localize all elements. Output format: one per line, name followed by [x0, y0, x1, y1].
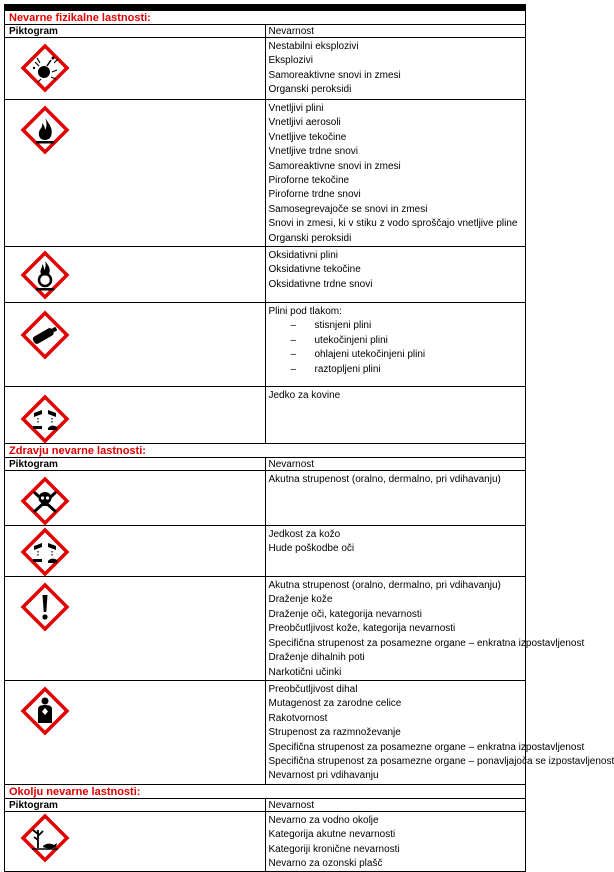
header-pictogram: Piktogram — [5, 798, 266, 811]
header-row — [5, 25, 526, 38]
hazard-item: Vnetljive tekočine — [268, 131, 347, 143]
hazard-item: Samoreaktivne snovi in zmesi — [268, 160, 401, 172]
hazard-item: Vnetljivi plini — [268, 103, 324, 114]
hazard-item: Specifična strupenost za posamezne organe – enkratna izpostavljenost — [268, 741, 585, 753]
hazard-item: Preobčutljivost kože, kategorija nevarnosti — [268, 623, 456, 635]
hazard-item: Piroforne trdne snovi — [268, 189, 361, 201]
skull-crossbones-icon — [5, 477, 265, 525]
pictogram-cell — [5, 471, 266, 526]
environment-icon — [5, 814, 265, 862]
corrosion-icon — [5, 528, 265, 576]
hazard-item: Strupenost za razmnoževanje — [268, 727, 401, 739]
hazard-item: Jedkost za kožo — [268, 529, 341, 541]
header-row — [5, 458, 526, 471]
hazard-list-cell — [265, 811, 526, 872]
hazard-item: Vnetljive trdne snovi — [268, 146, 358, 158]
hazard-row — [5, 811, 526, 872]
hazard-list-cell — [265, 387, 526, 444]
pictogram-cell — [5, 247, 266, 303]
hazard-subitem: – raztopljeni plini — [291, 363, 526, 377]
section-title: Okolju nevarne lastnosti: — [5, 784, 526, 798]
hazard-list-cell — [265, 577, 585, 681]
hazard-table-page — [4, 4, 614, 872]
hazard-subitem: – ohlajeni utekočinjeni plini — [291, 348, 526, 362]
section-title: Zdravju nevarne lastnosti: — [5, 444, 526, 458]
hazard-row — [5, 38, 526, 100]
gas-cylinder-icon — [5, 311, 265, 359]
section-title-row — [5, 11, 526, 25]
hazard-item: Organski peroksidi — [268, 84, 352, 96]
header-hazard: Nevarnost — [265, 25, 526, 38]
hazard-item: Specifična strupenost za posamezne organe – ponavljajoča se izpostavljenost — [268, 755, 614, 767]
pictogram-cell — [5, 526, 266, 577]
flame-over-circle-icon — [5, 251, 265, 299]
pictogram-cell — [5, 303, 266, 387]
hazard-list-cell — [265, 680, 614, 784]
header-pictogram: Piktogram — [5, 458, 266, 471]
hazard-item: Snovi in zmesi, ki v stiku z vodo sproščajo vnetljive pline — [268, 218, 518, 230]
hazard-item: Specifična strupenost za posamezne organe – enkratna izpostavljenost — [268, 637, 585, 649]
hazard-row — [5, 680, 526, 784]
hazard-row — [5, 526, 526, 577]
hazard-list-cell — [265, 38, 526, 100]
hazard-row — [5, 247, 526, 303]
hazard-item: Draženje oči, kategorija nevarnosti — [268, 608, 422, 620]
hazard-item: Akutna strupenost (oralno, dermalno, pri vdihavanju) — [268, 474, 501, 486]
hazard-item: Piroforne tekočine — [268, 175, 350, 187]
hazard-item: Samoreaktivne snovi in zmesi — [268, 69, 401, 81]
hazard-item: Nevarno za ozonski plašč — [268, 857, 383, 869]
hazard-item: Oksidativne trdne snovi — [268, 278, 373, 290]
hazard-row — [5, 387, 526, 444]
hazard-item: Akutna strupenost (oralno, dermalno, pri vdihavanju) — [268, 580, 501, 592]
pictogram-cell — [5, 680, 266, 784]
section-title: Nevarne fizikalne lastnosti: — [5, 11, 526, 25]
hazard-item: Draženje dihalnih poti — [268, 652, 365, 664]
header-pictogram: Piktogram — [5, 25, 266, 38]
hazard-item: Oksidativni plini — [268, 250, 338, 262]
exploding-bomb-icon — [5, 44, 265, 92]
hazard-list-cell — [265, 100, 526, 247]
pictogram-cell — [5, 811, 266, 872]
pictogram-cell — [5, 38, 266, 100]
hazard-item: Oksidativne tekočine — [268, 264, 361, 276]
health-hazard-icon — [5, 687, 265, 735]
hazard-item: Samosegrevajoče se snovi in zmesi — [268, 203, 428, 215]
section-title-row — [5, 784, 526, 798]
exclamation-mark-icon — [5, 583, 265, 631]
pictogram-cell — [5, 387, 266, 444]
hazard-item: Mutagenost za zarodne celice — [268, 698, 402, 710]
hazard-subitem: – utekočinjeni plini — [291, 334, 526, 348]
pictogram-cell — [5, 100, 266, 247]
hazard-item: Organski peroksidi — [268, 232, 352, 244]
hazard-row — [5, 471, 526, 526]
hazard-item: Vnetljivi aerosoli — [268, 117, 341, 129]
hazard-subitem-list — [269, 319, 526, 377]
section-title-row — [5, 444, 526, 458]
flame-icon — [5, 106, 265, 154]
hazard-item: Eksplozivi — [268, 55, 313, 67]
hazard-list-cell — [265, 247, 526, 303]
hazard-item: Plini pod tlakom: — [268, 306, 342, 318]
hazard-row — [5, 303, 526, 387]
header-hazard: Nevarnost — [265, 458, 526, 471]
hazard-item: Hude poškodbe oči — [268, 543, 355, 555]
pictogram-cell — [5, 577, 266, 681]
hazard-row — [5, 100, 526, 247]
header-hazard: Nevarnost — [265, 798, 526, 811]
hazard-list-cell — [265, 303, 526, 387]
hazard-item: Rakotvornost — [268, 712, 328, 724]
hazard-item: Jedko za kovine — [268, 390, 341, 402]
hazard-list-cell — [265, 471, 526, 526]
header-row — [5, 798, 526, 811]
hazard-item: Nevarnost pri vdihavanju — [268, 770, 379, 782]
hazard-item: Nevarno za vodno okolje — [268, 814, 379, 826]
hazard-item: Draženje kože — [268, 594, 333, 606]
corrosion-icon — [5, 395, 265, 443]
hazard-item: Nestabilni eksplozivi — [268, 41, 359, 52]
hazard-list-cell — [265, 526, 526, 577]
hazard-item: Preobčutljivost dihal — [268, 683, 358, 695]
hazard-pictogram-table — [4, 10, 614, 872]
hazard-item: Narkotični učinki — [268, 666, 342, 678]
hazard-subitem: – stisnjeni plini — [291, 319, 526, 333]
hazard-item: Kategoriji kronične nevarnosti — [268, 843, 400, 855]
hazard-item: Kategorija akutne nevarnosti — [268, 829, 396, 841]
hazard-row — [5, 577, 526, 681]
